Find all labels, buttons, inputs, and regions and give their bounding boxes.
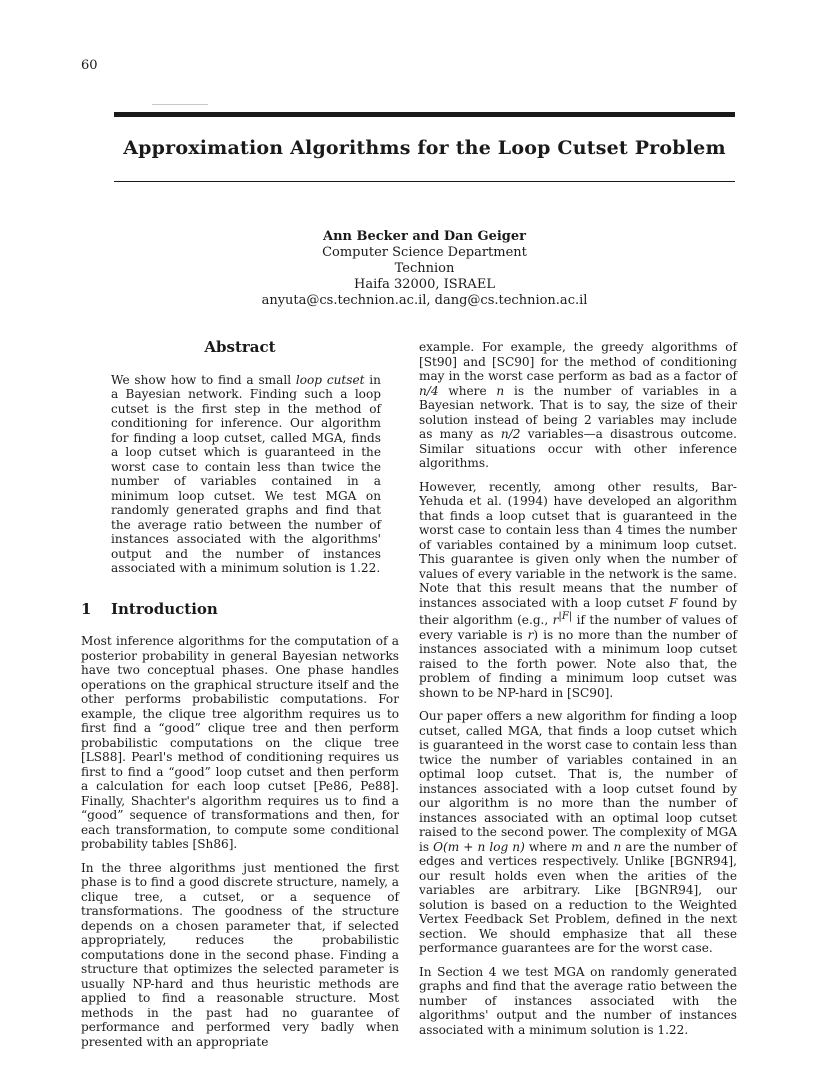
page-number: 60 <box>81 58 98 73</box>
author-names: Ann Becker and Dan Geiger <box>322 229 527 244</box>
text-run: found by their algorithm (e.g., <box>419 595 737 628</box>
intro-paragraph-6: In Section 4 we test MGA on randomly generated graphs and find that the average ratio between the number of instances associated with the algorithms' output and the number of instances associated with a minimum solution is 1.22. <box>419 964 737 1037</box>
faint-rule <box>152 104 208 105</box>
intro-paragraph-1: Most inference algorithms for the computation of a posterior probability in general Bayesian networks have two conceptual phases. One phase handles operations on the graphical structure itself and the other performs probabilistic computations. For example, the clique tree algorithm requires us to first find a “good” clique tree and then perform probabilistic computations on the clique tree [LS88]. Pearl's method of conditioning requires us first to find a “good” loop cutset and then perform a calculation for each loop cutset [Pe86, Pe88]. Finally, Shachter's algorithm requires us to find a “good” sequence of transformations and then, for each transformation, to compute some conditional probability tables [Sh86]. <box>81 634 399 851</box>
abstract-text-part: in a Bayesian network. Finding such a loop cutset is the first step in the method of conditioning for inference. Our algorithm for finding a loop cutset, called MGA, finds a loop cutset which is guaranteed in the worst case to contain less than twice the number of variables contained in a minimum loop cutset. We test MGA on randomly generated graphs and find that the average ratio between the number of instances associated with the algorithms' output and the number of instances associated with a minimum solution is 1.22. <box>111 372 381 575</box>
abstract-body <box>81 373 399 576</box>
math-expression: m <box>571 839 583 854</box>
abstract-text <box>111 373 381 576</box>
text-run: where <box>438 383 497 398</box>
intro-paragraph-5 <box>419 709 737 956</box>
left-column <box>81 340 399 1058</box>
text-run: Our paper offers a new algorithm for finding a loop cutset, called MGA, that finds a loop cutset which is guaranteed in the worst case to contain less than twice the number of variables contained in an optimal loop cutset. That is, the number of instances associated with a loop cutset found by our algorithm is no more than the number of instances associated with an optimal loop cutset raised to the second power. The complexity of MGA is <box>419 709 737 854</box>
text-run: However, recently, among other results, Bar-Yehuda et al. (1994) have developed an algorithm that finds a loop cutset that is guaranteed in the worst case to contain less than 4 times the number of variables contained by a minimum loop cutset. This guarantee is given only when the number of values of every variable in the network is the same. Note that this result means that the number of instances associated with a loop cutset <box>419 479 737 610</box>
paper-title: Approximation Algorithms for the Loop Cutset Problem <box>123 137 726 159</box>
author-institution: Technion <box>394 261 455 276</box>
author-emails: anyuta@cs.technion.ac.il, dang@cs.technion.ac.il <box>261 293 588 308</box>
text-run: example. For example, the greedy algorithms of [St90] and [SC90] for the method of conditioning may in the worst case perform as bad as a factor of <box>419 340 737 383</box>
text-run: ) is no more than the number of instances associated with a minimum loop cutset raised to the forth power. Note also that, the problem of finding a minimum loop cutset was shown to be NP-hard in [SC90]. <box>419 627 737 700</box>
right-column <box>419 340 737 1046</box>
title-rule <box>114 181 735 182</box>
author-block <box>114 229 735 309</box>
section-title: Introduction <box>111 599 218 618</box>
text-run: where <box>524 839 572 854</box>
text-run: variables—a disastrous outcome. Similar situations occur with other inference algorithms. <box>419 427 737 470</box>
math-expression: r <box>552 613 559 628</box>
abstract-emphasis: loop cutset <box>295 372 365 387</box>
text-run: is the number of variables in a Bayesian network. That is to say, the size of their solution instead of being 2 variables may include as many as <box>419 383 737 441</box>
math-expression: n/4 <box>419 383 439 398</box>
math-expression: n <box>496 383 505 398</box>
section-heading-introduction <box>81 599 399 618</box>
math-expression: F <box>669 595 678 610</box>
text-run: are the number of edges and vertices respectively. Unlike [BGNR94], our result holds even when the arities of the variables are arbitrary. Like [BGNR94], our solution is based on a reduction to the Weighted Vertex Feedback Set Problem, defined in the next section. We should emphasize that all these performance guarantees are for the worst case. <box>419 839 737 956</box>
math-expression: r <box>527 627 534 642</box>
abstract-text-part: We show how to find a small <box>111 372 296 387</box>
text-run: and <box>582 839 614 854</box>
intro-paragraph-3 <box>419 340 737 471</box>
math-superscript: |F| <box>558 611 573 622</box>
intro-paragraph-4 <box>419 480 737 701</box>
math-expression: n/2 <box>500 427 521 441</box>
intro-paragraph-2: In the three algorithms just mentioned the first phase is to find a good discrete structure, namely, a clique tree, a cutset, or a sequence of transformations. The goodness of the structure depends on a chosen parameter that, if selected appropriately, reduces the probabilistic computations done in the second phase. Finding a structure that optimizes the selected parameter is usually NP-hard and thus heuristic methods are applied to find a reasonable structure. Most methods in the past had no guarantee of performance and performed very badly when presented with an appropriate <box>81 860 399 1049</box>
math-expression: n <box>613 839 622 854</box>
top-rule <box>114 112 735 117</box>
text-run: if the number of values of every variable is <box>419 613 737 642</box>
math-expression: O(m + n log n) <box>433 839 525 854</box>
author-address: Haifa 32000, ISRAEL <box>354 277 495 292</box>
abstract-heading: Abstract <box>204 338 276 356</box>
author-department: Computer Science Department <box>322 245 527 260</box>
section-number: 1 <box>81 599 92 618</box>
